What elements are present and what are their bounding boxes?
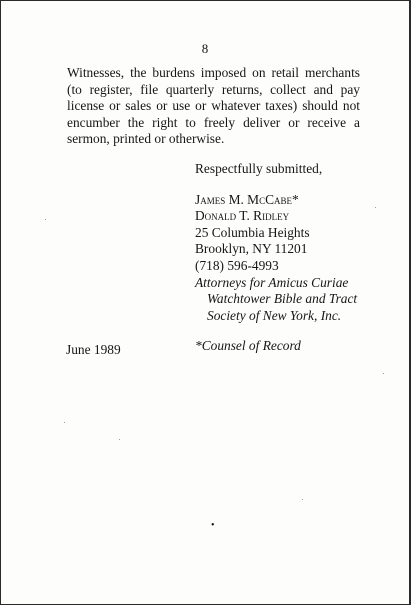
body-paragraph: Witnesses, the burdens imposed on retail merchants (to register, file quarterly returns, collect and pay license or sales or use or whatever taxes) should not encumber the right to freely deliver or receive a sermon, printed or otherwise.	[67, 65, 360, 147]
scan-speck	[383, 373, 384, 374]
counsel-footnote: *Counsel of Record	[195, 338, 301, 354]
scan-speck	[119, 439, 120, 440]
role-line-3: Society of New York, Inc.	[207, 307, 342, 323]
attorney-name-1: James M. McCabe*	[195, 191, 299, 207]
signature-block	[195, 161, 395, 355]
footer-mark: •	[211, 520, 215, 531]
role-line-2: Watchtower Bible and Tract	[207, 291, 358, 307]
attorney-name-2: Donald T. Ridley	[195, 208, 290, 224]
address-line-1: 25 Columbia Heights	[195, 224, 310, 240]
scan-speck	[45, 219, 46, 220]
scan-speck	[302, 499, 303, 500]
scan-speck	[64, 422, 65, 423]
scan-speck	[375, 207, 376, 208]
phone-number: (718) 596-4993	[195, 257, 279, 273]
address-line-2: Brooklyn, NY 11201	[195, 241, 308, 257]
role-line-1: Attorneys for Amicus Curiae	[195, 274, 349, 290]
page-number: 8	[201, 41, 209, 56]
document-date: June 1989	[66, 342, 121, 357]
closing-line: Respectfully submitted,	[195, 161, 323, 176]
